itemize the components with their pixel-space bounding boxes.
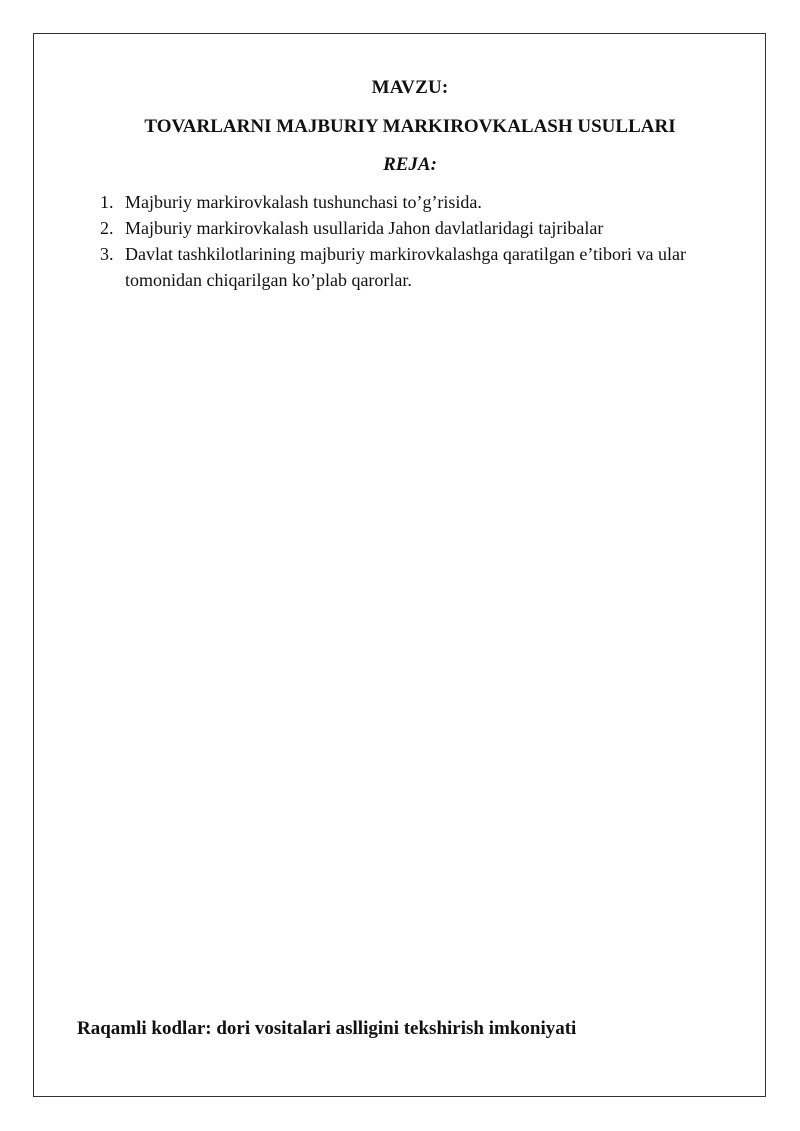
plan-item-1 (100, 189, 745, 215)
plan-item-number: 1. (100, 192, 114, 212)
plan-item-text: Majburiy markirovkalash usullarida Jahon davlatlaridagi tajribalar (125, 218, 604, 238)
plan-list (100, 189, 745, 293)
plan-item-text: Davlat tashkilotlarining majburiy markirovkalashga qaratilgan e’tibori va ular tomonidan chiqarilgan ko’plab qarorlar. (125, 244, 686, 290)
plan-item-number: 3. (100, 244, 114, 264)
plan-label: REJA: (383, 154, 437, 175)
plan-item-3 (100, 241, 745, 293)
plan-item-2 (100, 215, 745, 241)
plan-item-number: 2. (100, 218, 114, 238)
topic-label: MAVZU: (371, 77, 449, 98)
page-title: TOVARLARNI MAJBURIY MARKIROVKALASH USULLARI (144, 116, 676, 137)
plan-item-text: Majburiy markirovkalash tushunchasi to’g’risida. (125, 192, 482, 212)
footer-heading: Raqamli kodlar: dori vositalari aslligini tekshirish imkoniyati (77, 1018, 577, 1039)
